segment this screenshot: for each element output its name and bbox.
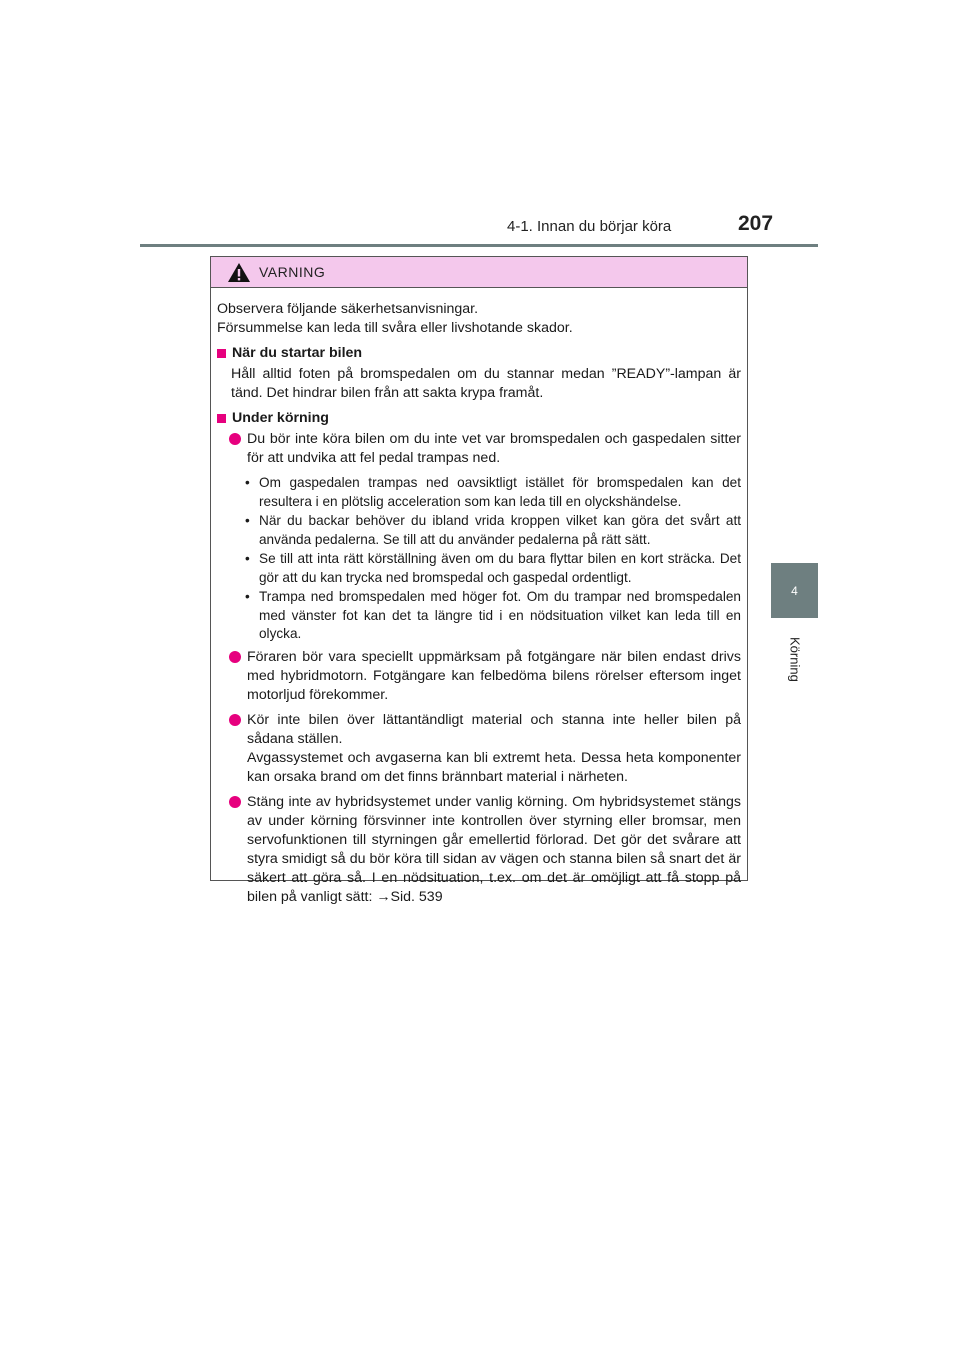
warning-box <box>210 256 748 905</box>
warning-triangle-icon <box>227 262 251 283</box>
square-bullet-icon <box>217 414 226 423</box>
list-item-text-line: Kör inte bilen över lättantändligt material och stanna inte heller bilen på sådana ställen. <box>247 711 741 747</box>
warning-title: VARNING <box>259 264 326 280</box>
sub-list-item <box>245 512 741 549</box>
list-item <box>217 648 741 705</box>
warning-body <box>211 288 747 907</box>
circle-bullet-icon <box>229 651 241 663</box>
list-item-text: Stäng inte av hybridsystemet under vanlig körning. Om hybridsystemet stängs av under körning försvinner inte kontrollen över styrning eller bromsar, men servofunktionen till styrningen går emellertid förlorad. Det gör det svårare att styra smidigt så du bör köra till sidan av vägen och stanna bilen så snart det är säkert att göra så. I en nödsituation, t.ex. om det är omöjligt att få stopp på bilen på vanligt sätt: →Sid. 539 <box>247 793 741 905</box>
section-header: 4-1. Innan du börjar köra <box>507 218 672 235</box>
dot-bullet-icon: • <box>245 513 250 528</box>
sub-list-item <box>245 550 741 587</box>
sub-list-item <box>245 474 741 511</box>
page-number: 207 <box>738 212 774 235</box>
list-item-text: Du bör inte köra bilen om du inte vet var bromspedalen och gaspedalen sitter för att undvika att fel pedal trampas ned. <box>247 431 741 466</box>
dot-bullet-icon: • <box>245 551 250 566</box>
circle-bullet-icon <box>229 796 241 808</box>
section-text-start: Håll alltid foten på bromspedalen om du stannar medan ”READY”-lampan är tänd. Det hindrar bilen från att sakta krypa framåt. <box>231 366 741 401</box>
header-divider <box>140 244 818 247</box>
chapter-tab[interactable] <box>771 563 818 618</box>
section-heading-text: Under körning <box>232 410 329 426</box>
dot-bullet-icon: • <box>245 475 250 490</box>
chapter-label: Körning <box>787 636 803 682</box>
circle-bullet-icon <box>229 433 241 445</box>
sub-list-item-text: Trampa ned bromspedalen med höger fot. Om du trampar ned bromspedalen med vänster fot kan det ta längre tid i en nödsituation vilket kan leda till en olycka. <box>259 589 741 641</box>
sub-list-item-text: Se till att inta rätt körställning även om du bara flyttar bilen en kort sträcka. Det gör att du kan trycka ned bromspedal och gaspedal ordentligt. <box>259 551 741 585</box>
list-item-text: Föraren bör vara speciellt uppmärksam på fotgängare när bilen endast drivs med hybridmotorn. Fotgängare kan felbedöma bilens rörelser eftersom inget motorljud förekommer. <box>247 648 741 703</box>
sub-list-item-text: När du backar behöver du ibland vrida kroppen vilket kan göra det svårt att använda pedalerna. Se till att du använder pedalerna på rätt sätt. <box>259 513 741 547</box>
dot-bullet-icon: • <box>245 589 250 604</box>
intro-line-1: Observera följande säkerhetsanvisningar. <box>217 301 479 317</box>
list-item <box>217 793 741 907</box>
section-heading-text: När du startar bilen <box>232 345 363 361</box>
warning-header <box>211 257 747 288</box>
section-heading-start <box>217 344 741 363</box>
list-item <box>217 711 741 787</box>
list-item-text-line: Avgassystemet och avgaserna kan bli extremt heta. Dessa heta komponenter kan orsaka brand om det finns brännbart material i närheten. <box>247 749 741 785</box>
sub-list <box>217 474 741 644</box>
chapter-number: 4 <box>791 583 798 598</box>
square-bullet-icon <box>217 349 226 358</box>
sub-list-item-text: Om gaspedalen trampas ned oavsiktligt istället för bromspedalen kan det resultera i en plötslig acceleration som kan leda till en olyckshändelse. <box>259 475 741 509</box>
warning-intro <box>217 300 741 338</box>
circle-bullet-icon <box>229 714 241 726</box>
list-item-text <box>247 711 741 787</box>
section-heading-driving <box>217 409 741 428</box>
sub-list-item <box>245 588 741 644</box>
intro-line-2: Försummelse kan leda till svåra eller livshotande skador. <box>217 320 573 336</box>
list-item <box>217 430 741 468</box>
